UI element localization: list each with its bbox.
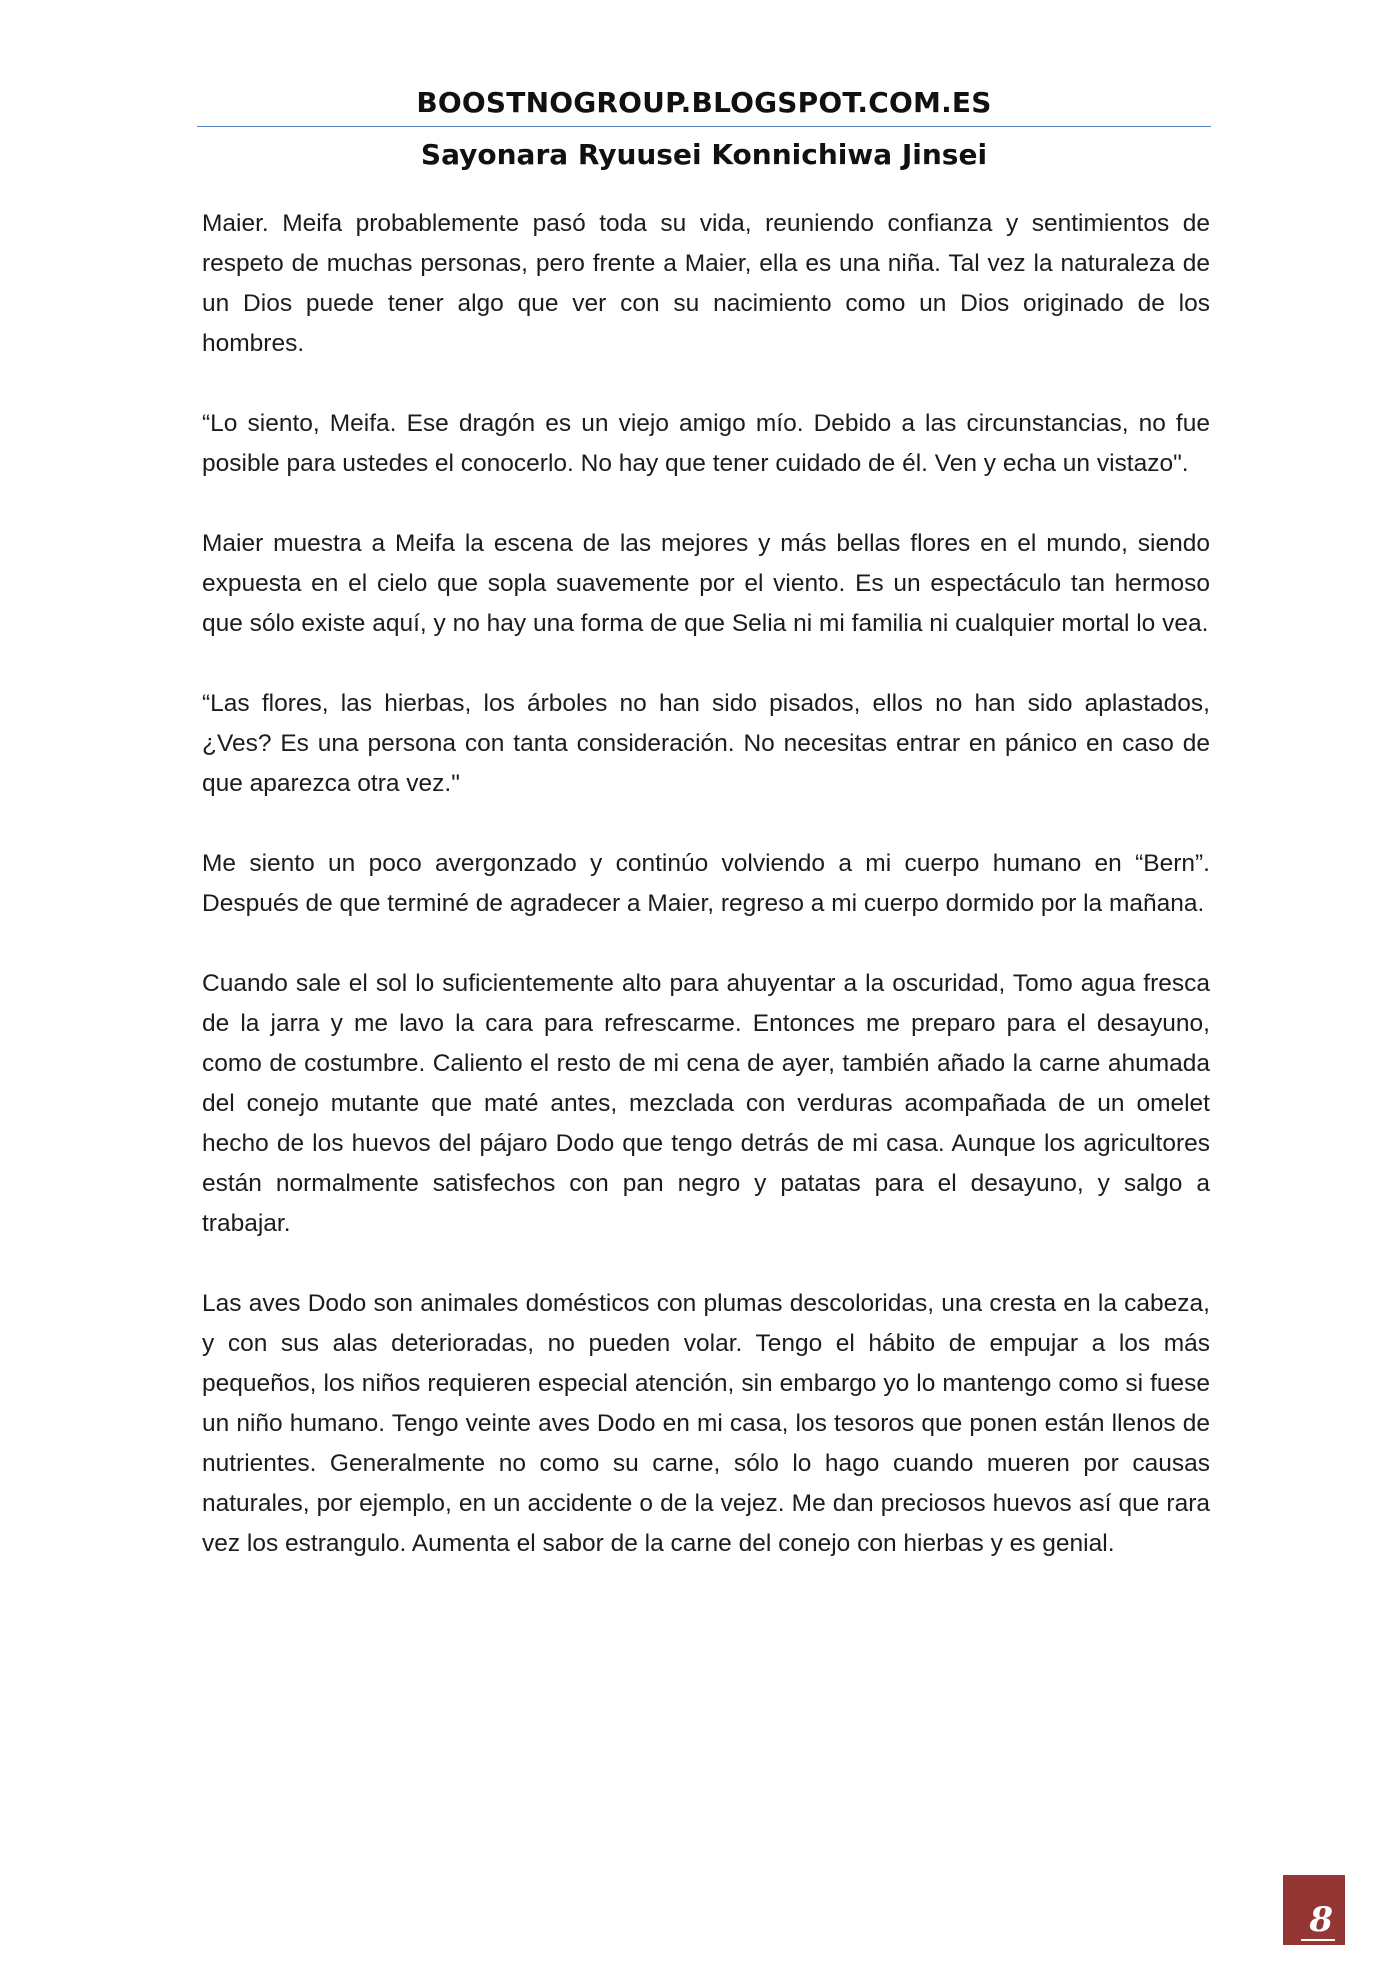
page-number-badge <box>1283 1875 1345 1945</box>
page-header <box>197 82 1211 175</box>
paragraph: Las aves Dodo son animales domésticos con plumas descoloridas, una cresta en la cabeza, y con sus alas deterioradas, no pueden volar. Tengo el hábito de empujar a los más pequeños, los niños requieren especial atención, sin embargo yo lo mantengo como si fuese un niño humano. Tengo veinte aves Dodo en mi casa, los tesoros que ponen están llenos de nutrientes. Generalmente no como su carne, sólo lo hago cuando mueren por causas naturales, por ejemplo, en un accidente o de la vejez. Me dan preciosos huevos así que rara vez los estrangulo. Aumenta el sabor de la carne del conejo con hierbas y es genial. <box>202 1290 1210 1557</box>
site-title: BOOSTNOGROUP.BLOGSPOT.COM.ES <box>416 86 992 119</box>
body-text <box>202 204 1210 1604</box>
paragraph: Maier muestra a Meifa la escena de las mejores y más bellas flores en el mundo, siendo expuesta en el cielo que sopla suavemente por el viento. Es un espectáculo tan hermoso que sólo existe aquí, y no hay una forma de que Selia ni mi familia ni cualquier mortal lo vea. <box>202 530 1210 637</box>
book-title: Sayonara Ryuusei Konnichiwa Jinsei <box>420 138 988 171</box>
paragraph: “Lo siento, Meifa. Ese dragón es un viejo amigo mío. Debido a las circunstancias, no fue posible para ustedes el conocerlo. No hay que tener cuidado de él. Ven y echa un vistazo". <box>202 410 1210 477</box>
header-divider <box>197 126 1211 127</box>
paragraph: “Las flores, las hierbas, los árboles no han sido pisados, ellos no han sido aplastados, ¿Ves? Es una persona con tanta consideración. No necesitas entrar en pánico en caso de que aparezca otra vez." <box>202 690 1210 797</box>
paragraph: Cuando sale el sol lo suficientemente alto para ahuyentar a la oscuridad, Tomo agua fresca de la jarra y me lavo la cara para refrescarme. Entonces me preparo para el desayuno, como de costumbre. Caliento el resto de mi cena de ayer, también añado la carne ahumada del conejo mutante que maté antes, mezclada con verduras acompañada de un omelet hecho de los huevos del pájaro Dodo que tengo detrás de mi casa. Aunque los agricultores están normalmente satisfechos con pan negro y patatas para el desayuno, y salgo a trabajar. <box>202 970 1210 1237</box>
paragraph: Me siento un poco avergonzado y continúo volviendo a mi cuerpo humano en “Bern”. Después de que terminé de agradecer a Maier, regreso a mi cuerpo dormido por la mañana. <box>202 850 1210 917</box>
page-number: 8 <box>1301 1901 1335 1941</box>
paragraph: Maier. Meifa probablemente pasó toda su vida, reuniendo confianza y sentimientos de respeto de muchas personas, pero frente a Maier, ella es una niña. Tal vez la naturaleza de un Dios puede tener algo que ver con su nacimiento como un Dios originado de los hombres. <box>202 210 1210 357</box>
